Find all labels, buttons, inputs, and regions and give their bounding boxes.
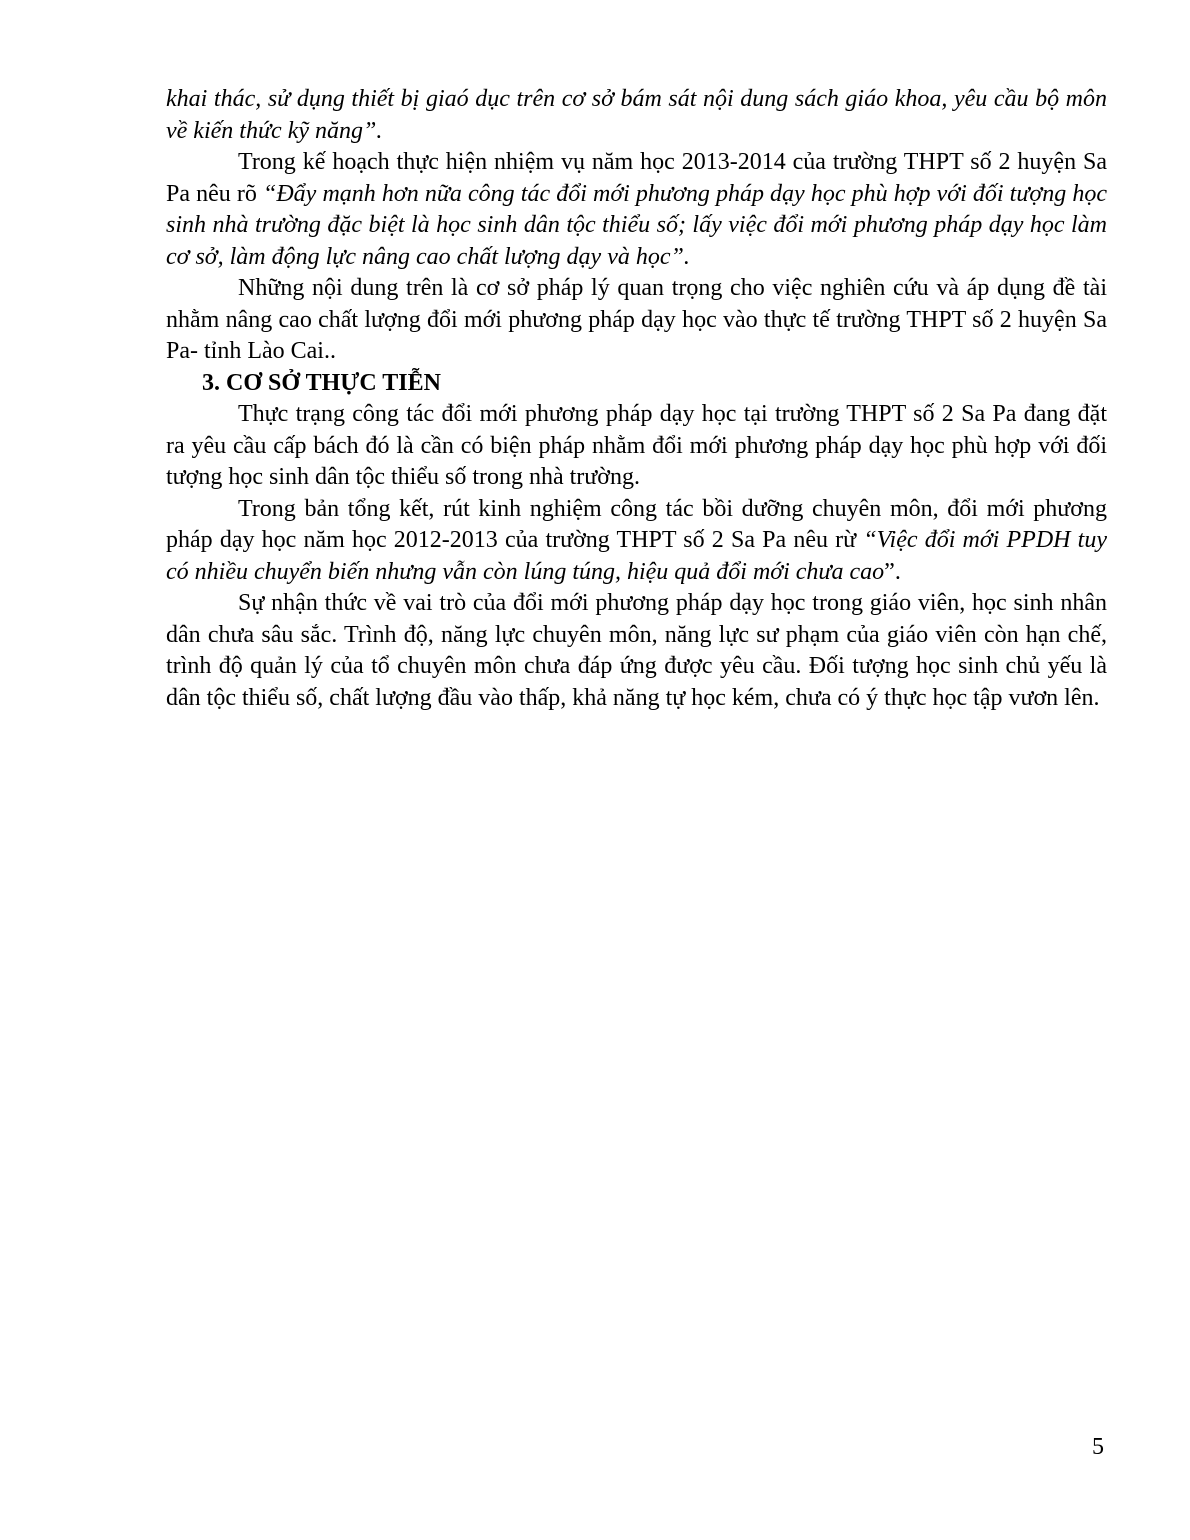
- paragraph-text: Trong kế hoạch thực hiện nhiệm vụ năm học 2013-2014 của trường THPT số 2 huyện Sa Pa nêu rõ: [166, 149, 1107, 207]
- paragraph-awareness: [166, 588, 1107, 714]
- paragraph-legal-basis: [166, 273, 1107, 368]
- quote-closing: ”.: [884, 558, 901, 585]
- document-body: [166, 84, 1107, 714]
- paragraph-current-situation: [166, 399, 1107, 494]
- paragraph-text: Sự nhận thức về vai trò của đổi mới phương pháp dạy học trong giáo viên, học sinh nhân dân chưa sâu sắc. Trình độ, năng lực chuyên môn, năng lực sư phạm của giáo viên còn hạn chế, trình độ quản lý của tổ chuyên môn chưa đáp ứng được yêu cầu. Đối tượng học sinh chủ yếu là dân tộc thiểu số, chất lượng đầu vào thấp, khả năng tự học kém, chưa có ý thực học tập vươn lên.: [166, 590, 1107, 711]
- italic-quote-text: “Đẩy mạnh hơn nữa công tác đổi mới phương pháp dạy học phù hợp với đối tượng học sinh nhà trường đặc biệt là học sinh dân tộc thiểu số; lấy việc đổi mới phương pháp dạy học làm cơ sở, làm động lực nâng cao chất lượng dạy và học”.: [166, 180, 1107, 270]
- paragraph-plan-2013-2014: [166, 147, 1107, 273]
- paragraph-text: Những nội dung trên là cơ sở pháp lý quan trọng cho việc nghiên cứu và áp dụng đề tài nhằm nâng cao chất lượng đổi mới phương pháp dạy học vào thực tế trường THPT số 2 huyện Sa Pa- tỉnh Lào Cai..: [166, 275, 1107, 364]
- paragraph-quote-continuation: [166, 84, 1107, 147]
- paragraph-text: Trong bản tổng kết, rút kinh nghiệm công tác bồi dưỡng chuyên môn, đổi mới phương pháp dạy học năm học 2012-2013 của trường THPT số 2 Sa Pa nêu rừ: [166, 495, 1107, 553]
- paragraph-review-2012-2013: [166, 494, 1107, 589]
- italic-quote-text: khai thác, sử dụng thiết bị giaó dục trên cơ sở bám sát nội dung sách giáo khoa, yêu cầu bộ môn về kiến thức kỹ năng”.: [166, 86, 1107, 144]
- italic-quote-text: “Việc đổi mới PPDH tuy có nhiều chuyển biến nhưng vẫn còn lúng túng, hiệu quả đổi mới chưa cao: [166, 527, 1108, 585]
- paragraph-text: Thực trạng công tác đổi mới phương pháp dạy học tại trường THPT số 2 Sa Pa đang đặt ra yêu cầu cấp bách đó là cần có biện pháp nhằm đổi mới phương pháp dạy học phù hợp với đối tượng học sinh dân tộc thiểu số trong nhà trường.: [166, 401, 1107, 490]
- section-heading: 3. CƠ SỞ THỰC TIỄN: [202, 369, 441, 396]
- page-number: 5: [1092, 1434, 1104, 1460]
